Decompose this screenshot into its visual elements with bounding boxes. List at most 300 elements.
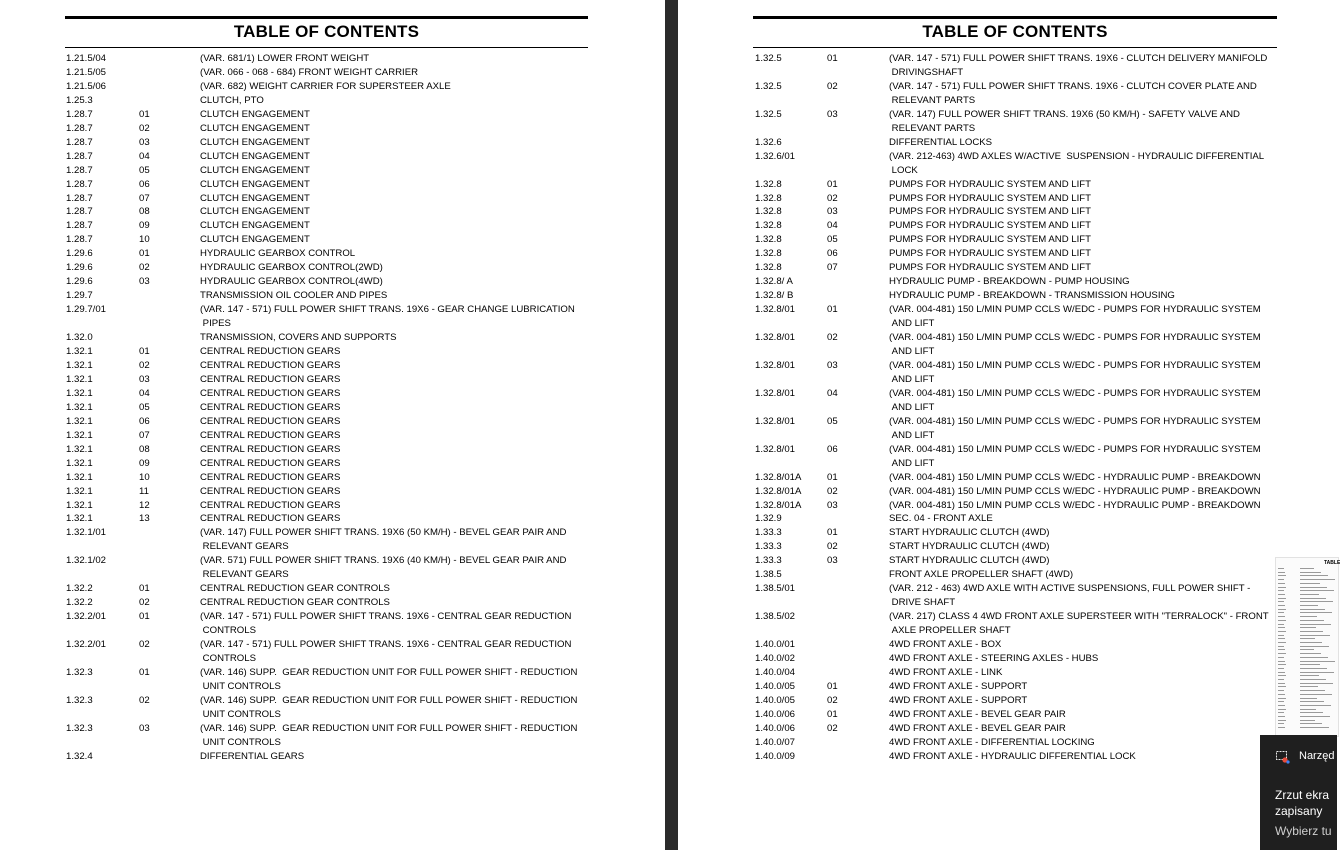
toc-section-code: 1.32.8/01A <box>755 485 802 497</box>
toc-section-code: 1.32.9 <box>755 513 782 525</box>
page-gutter <box>665 0 678 850</box>
toc-section-code: 1.32.5 <box>755 53 782 64</box>
toc-row <box>66 415 586 429</box>
title-bottom-rule <box>753 47 1277 48</box>
toc-row <box>755 471 1335 485</box>
toc-row <box>755 512 1335 526</box>
toc-row <box>66 233 586 247</box>
toc-description: CENTRAL REDUCTION GEARS <box>200 499 341 511</box>
toc-row <box>66 750 586 764</box>
toc-section-code: 1.32.1 <box>66 359 93 371</box>
toc-section-code: 1.32.8/01A <box>755 471 802 483</box>
toc-section-code: 1.32.1 <box>66 485 93 497</box>
thumbnail-line <box>1278 675 1286 676</box>
toc-row <box>755 303 1335 331</box>
toc-sub-number: 05 <box>827 234 838 246</box>
toc-section-code: 1.28.7 <box>66 220 93 232</box>
toc-row <box>66 219 586 233</box>
toc-row <box>66 499 586 513</box>
thumbnail-line <box>1278 705 1285 706</box>
toc-description: 4WD FRONT AXLE - SUPPORT <box>889 680 1028 692</box>
toc-description: HYDRAULIC GEARBOX CONTROL(2WD) <box>200 262 383 274</box>
toc-section-code: 1.32.8/01 <box>755 332 796 344</box>
toc-row <box>755 178 1335 192</box>
thumbnail-line <box>1300 616 1317 617</box>
toc-row <box>66 247 586 261</box>
toc-section-code: 1.21.5/04 <box>66 53 107 64</box>
toc-section-code: 1.32.8 <box>755 192 782 204</box>
toc-description: (VAR. 004-481) 150 L/MIN PUMP CCLS W/EDC - PUMPS FOR HYDRAULIC SYSTEM AND LIFT <box>889 443 1261 469</box>
thumbnail-line <box>1278 668 1284 669</box>
toc-row <box>66 429 586 443</box>
toc-row <box>66 261 586 275</box>
toc-row <box>66 136 586 150</box>
toc-row <box>66 666 586 694</box>
toc-sub-number: 01 <box>139 611 150 623</box>
toc-row <box>755 387 1335 415</box>
toc-sub-number: 04 <box>827 387 838 399</box>
toc-row <box>66 164 586 178</box>
toc-row <box>66 638 586 666</box>
toc-section-code: 1.40.0/01 <box>755 639 796 651</box>
toc-row <box>66 289 586 303</box>
toc-description: HYDRAULIC PUMP - BREAKDOWN - PUMP HOUSING <box>889 276 1130 288</box>
thumbnail-line <box>1300 646 1329 647</box>
toc-section-code: 1.32.2 <box>66 597 93 609</box>
page-title: TABLE OF CONTENTS <box>922 22 1108 41</box>
thumbnail-line <box>1278 638 1285 639</box>
toc-row <box>755 219 1335 233</box>
toc-description: 4WD FRONT AXLE - BEVEL GEAR PAIR <box>889 708 1066 720</box>
toc-sub-number: 02 <box>139 122 150 134</box>
toc-description: CLUTCH, PTO <box>200 94 264 106</box>
toc-section-code: 1.28.7 <box>66 164 93 176</box>
toc-row <box>66 610 586 638</box>
title-top-rule <box>753 16 1277 19</box>
toc-description: (VAR. 146) SUPP. GEAR REDUCTION UNIT FOR FULL POWER SHIFT - REDUCTION UNIT CONTROLS <box>200 694 578 720</box>
toc-description: CLUTCH ENGAGEMENT <box>200 122 310 134</box>
toc-sub-number: 02 <box>827 541 838 553</box>
thumbnail-line <box>1278 664 1286 665</box>
toc-row <box>66 52 586 66</box>
thumbnail-line <box>1300 631 1323 632</box>
toc-section-code: 1.32.3 <box>66 722 93 734</box>
toc-sub-number: 09 <box>139 457 150 469</box>
toc-description: CLUTCH ENGAGEMENT <box>200 220 310 232</box>
toc-description: CENTRAL REDUCTION GEARS <box>200 387 341 399</box>
toc-description: (VAR. 682) WEIGHT CARRIER FOR SUPERSTEER AXLE <box>200 80 451 92</box>
thumbnail-line <box>1278 572 1285 573</box>
toc-sub-number: 01 <box>139 583 150 595</box>
toc-description: 4WD FRONT AXLE - BOX <box>889 639 1002 651</box>
toc-section-code: 1.32.8/01 <box>755 443 796 455</box>
toc-section-code: 1.21.5/05 <box>66 66 107 78</box>
toc-sub-number: 05 <box>139 164 150 176</box>
toc-sub-number: 03 <box>139 373 150 385</box>
toc-sub-number: 03 <box>827 206 838 218</box>
toc-row <box>66 331 586 345</box>
thumbnail-line <box>1300 649 1314 650</box>
toc-description: CLUTCH ENGAGEMENT <box>200 164 310 176</box>
thumbnail-line <box>1300 598 1326 599</box>
toc-description: (VAR. 571) FULL POWER SHIFT TRANS. 19X6 (40 KM/H) - BEVEL GEAR PAIR AND RELEVANT GEARS <box>200 555 567 581</box>
toc-description: HYDRAULIC GEARBOX CONTROL <box>200 248 356 260</box>
thumbnail-line <box>1278 720 1286 721</box>
toc-row <box>66 471 586 485</box>
thumbnail-line <box>1278 701 1284 702</box>
toc-row <box>66 192 586 206</box>
toc-section-code: 1.32.8/01 <box>755 304 796 316</box>
toc-description: CENTRAL REDUCTION GEARS <box>200 485 341 497</box>
thumbnail-line <box>1278 698 1286 699</box>
toc-row <box>755 540 1335 554</box>
thumbnail-line <box>1300 668 1327 669</box>
toc-section-code: 1.28.7 <box>66 192 93 204</box>
toc-section-code: 1.32.1 <box>66 387 93 399</box>
toc-sub-number: 01 <box>827 527 838 539</box>
toc-section-code: 1.32.8 <box>755 248 782 260</box>
toc-section-code: 1.28.7 <box>66 206 93 218</box>
thumbnail-line <box>1300 601 1333 602</box>
toc-description: CLUTCH ENGAGEMENT <box>200 150 310 162</box>
toc-row <box>755 499 1335 513</box>
toc-description: PUMPS FOR HYDRAULIC SYSTEM AND LIFT <box>889 192 1092 204</box>
toc-section-code: 1.32.8 <box>755 262 782 274</box>
toc-section-code: 1.40.0/09 <box>755 750 796 762</box>
toc-sub-number: 05 <box>827 415 838 427</box>
toc-section-code: 1.32.8 <box>755 178 782 190</box>
toc-description: CLUTCH ENGAGEMENT <box>200 192 310 204</box>
thumbnail-line <box>1300 683 1333 684</box>
toc-section-code: 1.29.6 <box>66 276 93 288</box>
screenshot-notification[interactable] <box>1260 735 1337 850</box>
toc-list <box>755 52 1335 764</box>
toc-section-code: 1.32.8/01 <box>755 359 796 371</box>
document-page-left <box>0 0 665 850</box>
toc-sub-number: 01 <box>139 248 150 260</box>
toc-section-code: 1.40.0/05 <box>755 680 796 692</box>
thumbnail-line <box>1300 701 1324 702</box>
toc-section-code: 1.32.1 <box>66 471 93 483</box>
toc-section-code: 1.25.3 <box>66 94 93 106</box>
toc-description: (VAR. 147) FULL POWER SHIFT TRANS. 19X6 (50 KM/H) - BEVEL GEAR PAIR AND RELEVANT GEARS <box>200 527 567 553</box>
thumbnail-line <box>1278 620 1286 621</box>
toc-sub-number: 01 <box>139 346 150 358</box>
toc-row <box>755 359 1335 387</box>
thumbnail-line <box>1300 720 1315 721</box>
toc-row <box>66 178 586 192</box>
toc-sub-number: 03 <box>827 499 838 511</box>
toc-description: CENTRAL REDUCTION GEARS <box>200 471 341 483</box>
toc-row <box>66 694 586 722</box>
thumbnail-line <box>1278 642 1286 643</box>
toc-row <box>755 80 1335 108</box>
toc-description: (VAR. 147 - 571) FULL POWER SHIFT TRANS. 19X6 - CENTRAL GEAR REDUCTION CONTROLS <box>200 639 572 664</box>
toc-section-code: 1.28.7 <box>66 178 93 190</box>
toc-section-code: 1.32.8/ A <box>755 276 793 288</box>
toc-sub-number: 03 <box>139 276 150 288</box>
toc-section-code: 1.40.0/04 <box>755 666 796 678</box>
toc-description: (VAR. 066 - 068 - 684) FRONT WEIGHT CARRIER <box>200 66 419 78</box>
toc-row <box>755 694 1335 708</box>
thumbnail-line <box>1278 568 1284 569</box>
toc-section-code: 1.21.5/06 <box>66 80 107 92</box>
toc-row <box>66 108 586 122</box>
thumbnail-line <box>1300 642 1322 643</box>
thumbnail-line <box>1278 712 1284 713</box>
toc-row <box>66 80 586 94</box>
toc-sub-number: 02 <box>139 262 150 274</box>
toc-sub-number: 01 <box>827 178 838 190</box>
toc-section-code: 1.29.6 <box>66 248 93 260</box>
toc-row <box>755 261 1335 275</box>
toc-section-code: 1.32.3 <box>66 666 93 678</box>
toc-row <box>66 387 586 401</box>
toc-row <box>755 415 1335 443</box>
thumbnail-line <box>1278 627 1285 628</box>
toc-description: SEC. 04 - FRONT AXLE <box>889 513 993 525</box>
toc-section-code: 1.32.1 <box>66 457 93 469</box>
thumbnail-line <box>1278 594 1285 595</box>
thumbnail-line <box>1300 620 1324 621</box>
toc-section-code: 1.32.1 <box>66 443 93 455</box>
title-top-rule <box>65 16 588 19</box>
toc-row <box>66 66 586 80</box>
thumbnail-line <box>1300 587 1327 588</box>
toc-section-code: 1.29.6 <box>66 262 93 274</box>
toc-row <box>66 582 586 596</box>
toc-section-code: 1.32.5 <box>755 108 782 120</box>
toc-section-code: 1.32.5 <box>755 80 782 92</box>
toc-section-code: 1.32.1 <box>66 346 93 358</box>
toc-row <box>755 52 1335 80</box>
toc-description: PUMPS FOR HYDRAULIC SYSTEM AND LIFT <box>889 206 1092 218</box>
toc-description: TRANSMISSION OIL COOLER AND PIPES <box>200 290 388 302</box>
toc-description: (VAR. 147 - 571) FULL POWER SHIFT TRANS. 19X6 - CLUTCH COVER PLATE AND RELEVANT PARTS <box>889 80 1257 106</box>
thumbnail-line <box>1300 698 1317 699</box>
toc-row <box>66 512 586 526</box>
thumbnail-line <box>1300 635 1330 636</box>
toc-sub-number: 04 <box>827 220 838 232</box>
toc-section-code: 1.40.0/02 <box>755 652 796 664</box>
toc-description: CENTRAL REDUCTION GEARS <box>200 443 341 455</box>
thumbnail-line <box>1278 579 1284 580</box>
toc-description: CLUTCH ENGAGEMENT <box>200 136 310 148</box>
thumbnail-line <box>1300 727 1329 728</box>
thumbnail-line <box>1278 672 1285 673</box>
thumbnail-line <box>1278 609 1286 610</box>
toc-description: (VAR. 147 - 571) FULL POWER SHIFT TRANS. 19X6 - GEAR CHANGE LUBRICATION PIPES <box>200 304 575 330</box>
screenshot-thumbnail[interactable] <box>1275 557 1339 737</box>
toc-row <box>66 722 586 750</box>
toc-description: CENTRAL REDUCTION GEARS <box>200 346 341 358</box>
toc-sub-number: 01 <box>827 53 838 64</box>
toc-sub-number: 13 <box>139 513 150 525</box>
toc-description: CENTRAL REDUCTION GEAR CONTROLS <box>200 597 390 609</box>
thumbnail-line <box>1278 616 1285 617</box>
toc-description: CENTRAL REDUCTION GEARS <box>200 513 341 525</box>
toc-section-code: 1.33.3 <box>755 555 782 567</box>
toc-sub-number: 08 <box>139 443 150 455</box>
toc-description: CLUTCH ENGAGEMENT <box>200 178 310 190</box>
toc-description: 4WD FRONT AXLE - STEERING AXLES - HUBS <box>889 652 1099 664</box>
toc-description: START HYDRAULIC CLUTCH (4WD) <box>889 555 1050 567</box>
toc-section-code: 1.32.2/01 <box>66 611 107 623</box>
toc-section-code: 1.32.8/01A <box>755 499 802 511</box>
toc-sub-number: 07 <box>139 192 150 204</box>
toc-row <box>755 736 1335 750</box>
notification-heading-line1: Zrzut ekra <box>1275 788 1330 802</box>
toc-sub-number: 03 <box>139 722 150 734</box>
toc-description: (VAR. 004-481) 150 L/MIN PUMP CCLS W/EDC - PUMPS FOR HYDRAULIC SYSTEM AND LIFT <box>889 332 1261 358</box>
toc-row <box>755 722 1335 736</box>
toc-row <box>755 610 1335 638</box>
thumbnail-line <box>1300 694 1332 695</box>
toc-description: TRANSMISSION, COVERS AND SUPPORTS <box>200 332 397 344</box>
toc-description: PUMPS FOR HYDRAULIC SYSTEM AND LIFT <box>889 234 1092 246</box>
toc-description: (VAR. 004-481) 150 L/MIN PUMP CCLS W/EDC - HYDRAULIC PUMP - BREAKDOWN <box>889 485 1261 497</box>
toc-description: DIFFERENTIAL LOCKS <box>889 136 993 148</box>
toc-section-code: 1.40.0/07 <box>755 736 796 748</box>
toc-section-code: 1.29.7/01 <box>66 304 107 316</box>
notification-heading-line2: zapisany <box>1275 804 1323 818</box>
toc-description: START HYDRAULIC CLUTCH (4WD) <box>889 541 1050 553</box>
toc-section-code: 1.32.1/01 <box>66 527 107 539</box>
toc-section-code: 1.32.1 <box>66 401 93 413</box>
toc-section-code: 1.28.7 <box>66 150 93 162</box>
thumbnail-line <box>1300 590 1334 591</box>
toc-section-code: 1.32.0 <box>66 332 93 344</box>
toc-row <box>755 443 1335 471</box>
snipping-tool-icon <box>1276 751 1290 764</box>
toc-sub-number: 06 <box>139 415 150 427</box>
toc-sub-number: 10 <box>139 234 150 246</box>
toc-row <box>755 108 1335 136</box>
toc-section-code: 1.32.8 <box>755 220 782 232</box>
toc-sub-number: 10 <box>139 471 150 483</box>
thumbnail-line <box>1278 653 1286 654</box>
thumbnail-line <box>1278 587 1286 588</box>
toc-description: HYDRAULIC PUMP - BREAKDOWN - TRANSMISSION HOUSING <box>889 290 1175 302</box>
thumbnail-line <box>1300 679 1326 680</box>
notification-app-name: Narzęd <box>1299 750 1335 762</box>
thumbnail-line <box>1300 572 1321 573</box>
thumbnail-line <box>1300 605 1318 606</box>
toc-row <box>66 485 586 499</box>
toc-sub-number: 02 <box>139 597 150 609</box>
toc-section-code: 1.40.0/06 <box>755 722 796 734</box>
toc-description: (VAR. 212-463) 4WD AXLES W/ACTIVE SUSPENSION - HYDRAULIC DIFFERENTIAL LOCK <box>889 150 1265 176</box>
toc-sub-number: 02 <box>827 80 838 92</box>
toc-section-code: 1.38.5/01 <box>755 583 796 595</box>
toc-sub-number: 06 <box>827 248 838 260</box>
toc-description: CLUTCH ENGAGEMENT <box>200 234 310 246</box>
thumbnail-line <box>1300 686 1318 687</box>
toc-row <box>66 554 586 582</box>
toc-description: (VAR. 004-481) 150 L/MIN PUMP CCLS W/EDC - HYDRAULIC PUMP - BREAKDOWN <box>889 499 1261 511</box>
toc-description: (VAR. 147 - 571) FULL POWER SHIFT TRANS. 19X6 - CENTRAL GEAR REDUCTION CONTROLS <box>200 611 572 637</box>
thumbnail-line <box>1300 575 1328 576</box>
thumbnail-line <box>1300 638 1315 639</box>
toc-description: CLUTCH ENGAGEMENT <box>200 206 310 218</box>
toc-description: (VAR. 004-481) 150 L/MIN PUMP CCLS W/EDC - PUMPS FOR HYDRAULIC SYSTEM AND LIFT <box>889 359 1261 385</box>
toc-section-code: 1.32.2 <box>66 583 93 595</box>
toc-row <box>755 275 1335 289</box>
thumbnail-line <box>1300 661 1335 662</box>
toc-description: (VAR. 212 - 463) 4WD AXLE WITH ACTIVE SUSPENSIONS, FULL POWER SHIFT - DRIVE SHAFT <box>889 583 1251 609</box>
toc-row <box>755 568 1335 582</box>
toc-section-code: 1.32.1 <box>66 513 93 525</box>
toc-row <box>755 554 1335 568</box>
toc-section-code: 1.28.7 <box>66 234 93 246</box>
toc-row <box>66 401 586 415</box>
toc-section-code: 1.32.8/ B <box>755 290 794 302</box>
toc-description: (VAR. 147) FULL POWER SHIFT TRANS. 19X6 (50 KM/H) - SAFETY VALVE AND RELEVANT PARTS <box>889 108 1240 134</box>
thumbnail-line <box>1278 686 1286 687</box>
toc-description: (VAR. 146) SUPP. GEAR REDUCTION UNIT FOR FULL POWER SHIFT - REDUCTION UNIT CONTROLS <box>200 722 578 748</box>
toc-description: (VAR. 217) CLASS 4 4WD FRONT AXLE SUPERSTEER WITH "TERRALOCK" - FRONT AXLE PROPELLER SHAFT <box>889 611 1269 637</box>
toc-section-code: 1.32.8 <box>755 234 782 246</box>
toc-row <box>66 526 586 554</box>
thumbnail-line <box>1300 690 1325 691</box>
toc-section-code: 1.40.0/05 <box>755 694 796 706</box>
toc-sub-number: 01 <box>827 708 838 720</box>
toc-description: FRONT AXLE PROPELLER SHAFT (4WD) <box>889 569 1074 581</box>
thumbnail-line <box>1300 712 1323 713</box>
toc-row <box>66 359 586 373</box>
thumbnail-line <box>1278 635 1284 636</box>
toc-row <box>66 596 586 610</box>
toc-row <box>66 150 586 164</box>
toc-row <box>755 652 1335 666</box>
toc-row <box>66 275 586 289</box>
toc-sub-number: 05 <box>139 401 150 413</box>
toc-sub-number: 02 <box>827 694 838 706</box>
toc-section-code: 1.32.1 <box>66 415 93 427</box>
thumbnail-line <box>1300 612 1332 613</box>
toc-description: PUMPS FOR HYDRAULIC SYSTEM AND LIFT <box>889 220 1092 232</box>
thumbnail-line <box>1278 690 1284 691</box>
toc-sub-number: 02 <box>827 722 838 734</box>
toc-sub-number: 01 <box>139 666 150 678</box>
toc-section-code: 1.32.1 <box>66 499 93 511</box>
toc-description: 4WD FRONT AXLE - DIFFERENTIAL LOCKING <box>889 736 1095 748</box>
toc-section-code: 1.32.1 <box>66 429 93 441</box>
toc-row <box>755 289 1335 303</box>
toc-description: CENTRAL REDUCTION GEARS <box>200 457 341 469</box>
thumbnail-line <box>1278 657 1284 658</box>
toc-section-code: 1.32.8/01 <box>755 415 796 427</box>
thumbnail-line <box>1300 609 1325 610</box>
toc-list <box>66 52 586 764</box>
toc-description: DIFFERENTIAL GEARS <box>200 750 305 762</box>
toc-row <box>66 303 586 331</box>
thumbnail-line <box>1278 646 1284 647</box>
toc-section-code: 1.32.2/01 <box>66 639 107 651</box>
toc-row <box>755 708 1335 722</box>
toc-sub-number: 01 <box>827 471 838 483</box>
thumbnail-line <box>1278 716 1285 717</box>
toc-sub-number: 02 <box>827 192 838 204</box>
toc-section-code: 1.40.0/06 <box>755 708 796 720</box>
toc-section-code: 1.32.8 <box>755 206 782 218</box>
thumbnail-line <box>1300 716 1330 717</box>
toc-description: 4WD FRONT AXLE - HYDRAULIC DIFFERENTIAL LOCK <box>889 750 1136 762</box>
toc-row <box>66 457 586 471</box>
thumbnail-line <box>1278 679 1284 680</box>
toc-section-code: 1.28.7 <box>66 122 93 134</box>
thumbnail-line <box>1278 683 1285 684</box>
